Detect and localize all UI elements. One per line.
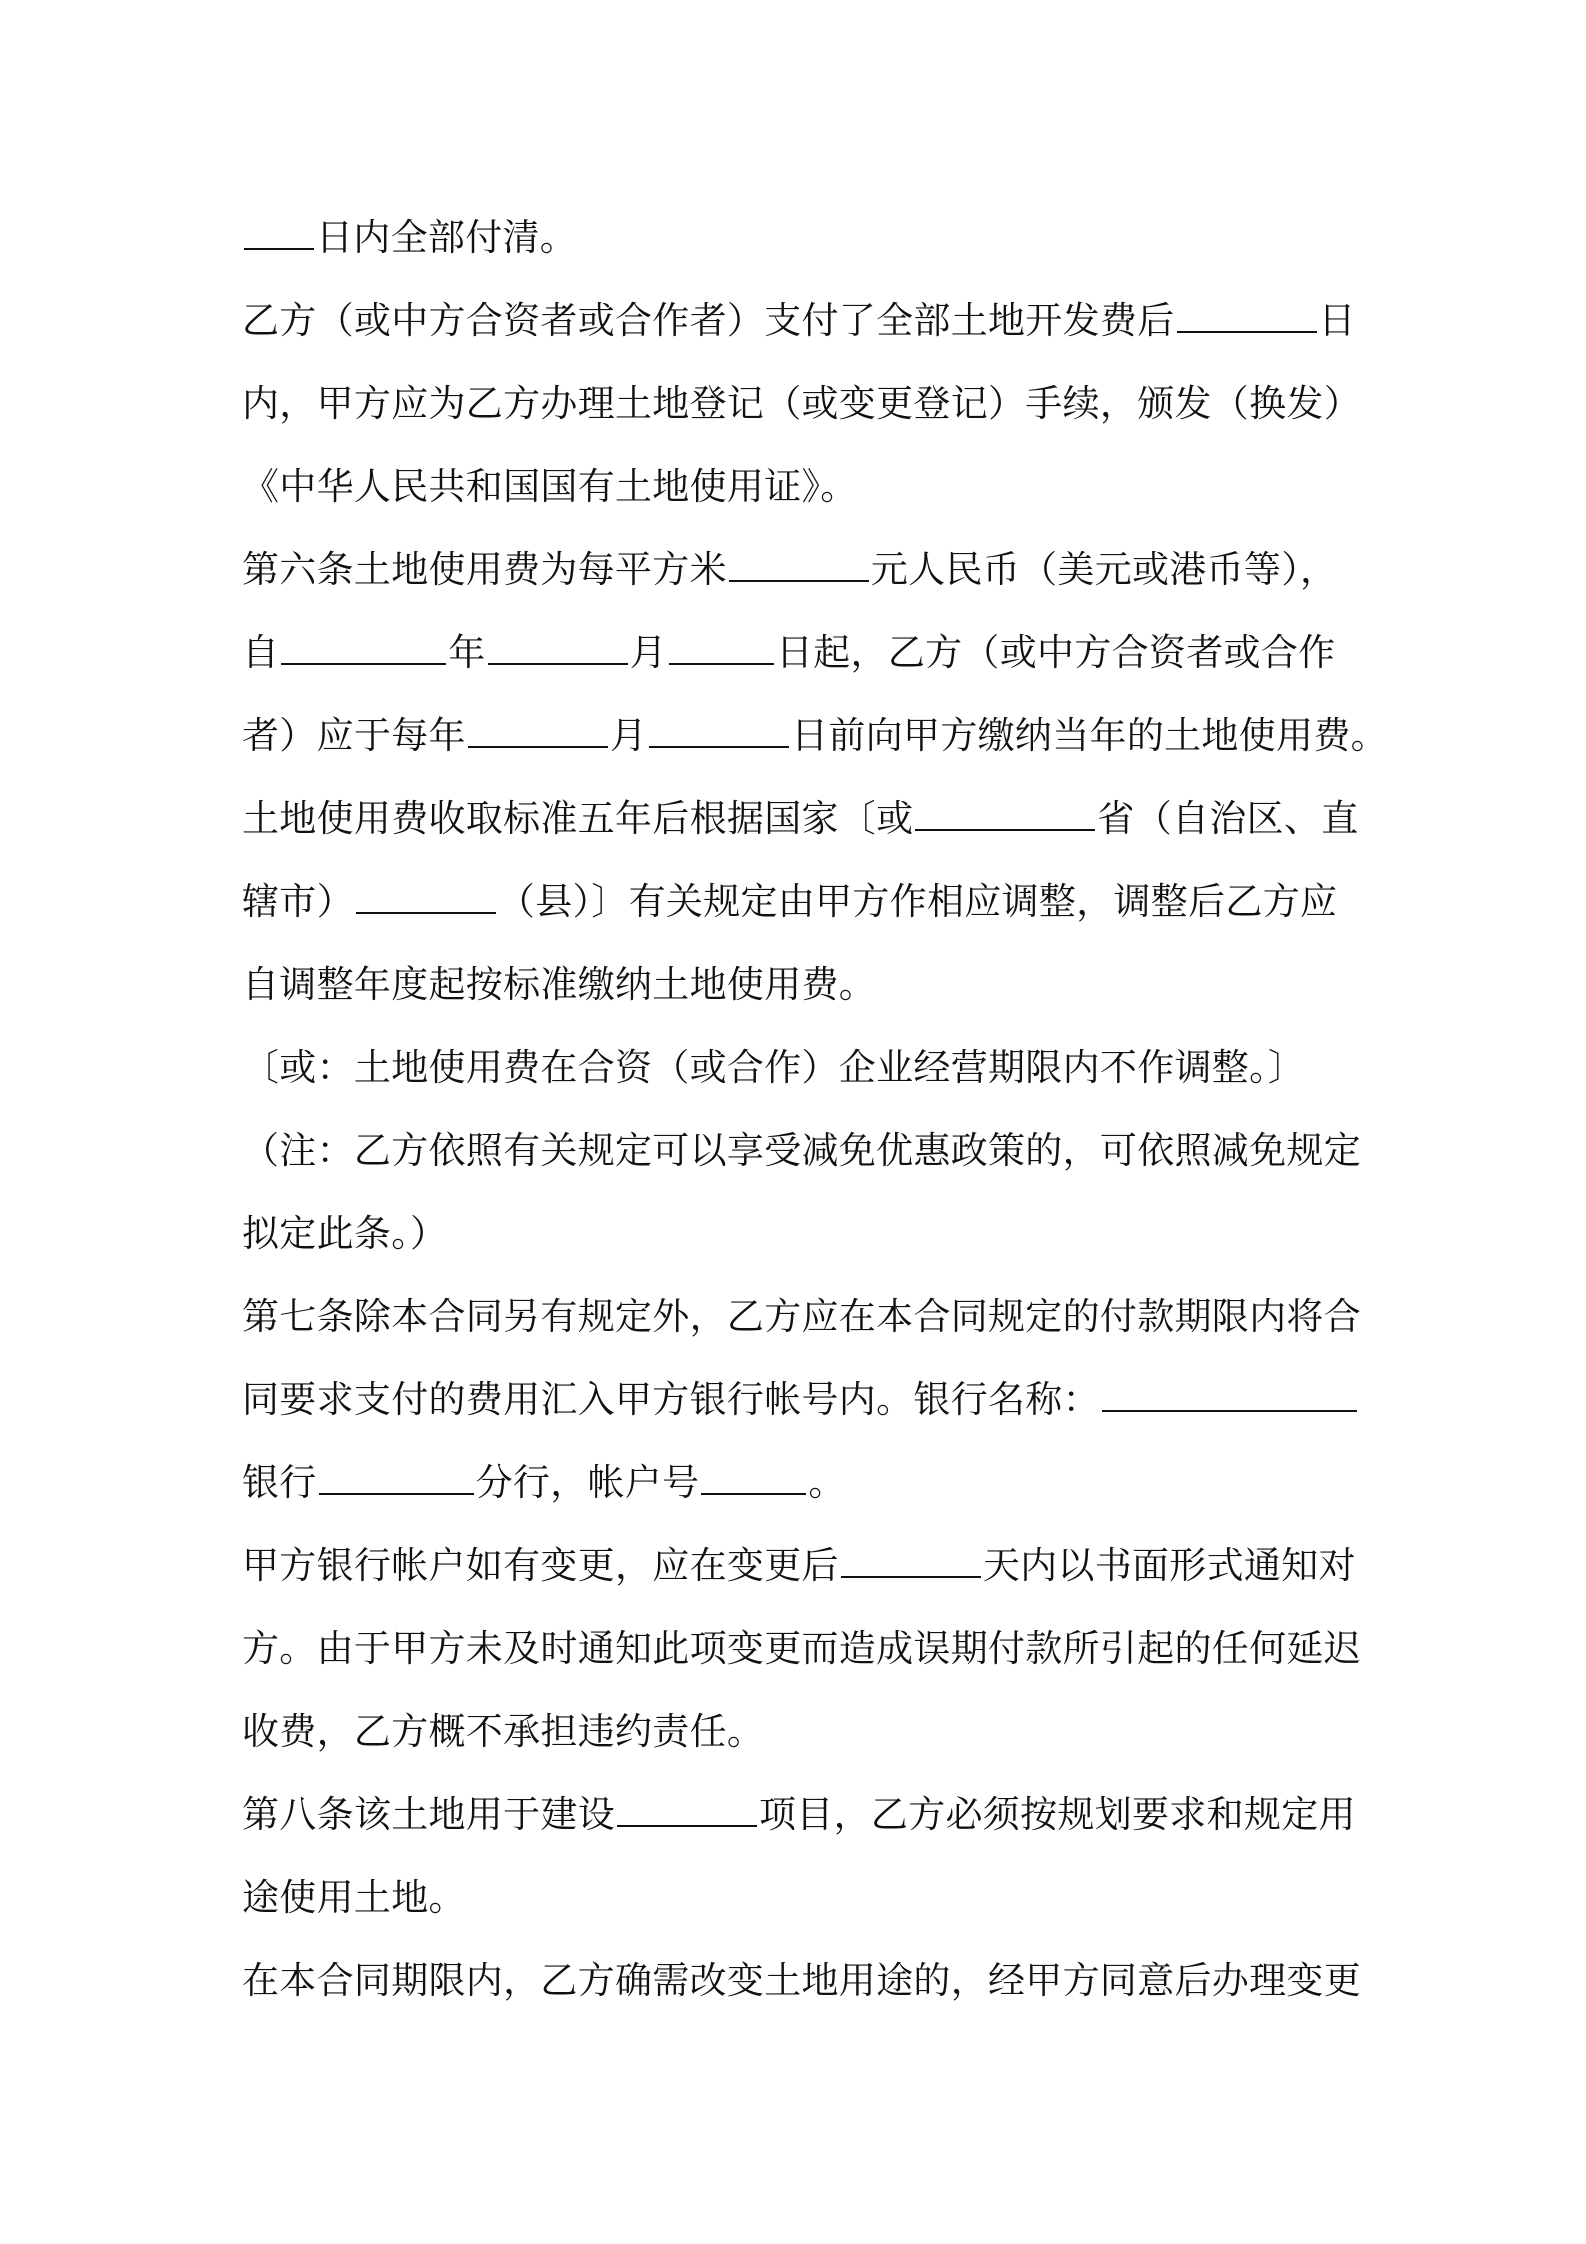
note-line	[242, 1109, 1372, 1192]
fill-in-blank[interactable]	[729, 544, 869, 582]
line-text: 自	[242, 631, 280, 674]
note-line	[242, 1192, 1372, 1275]
text-line	[242, 1939, 1372, 2022]
text-line	[242, 943, 1372, 1026]
project-blank[interactable]	[617, 1789, 757, 1827]
line-text: 天内以书面形式通知对	[982, 1544, 1356, 1587]
line-text: 收费，乙方概不承担违约责任。	[242, 1710, 765, 1753]
line-text: 银行	[242, 1461, 317, 1504]
line-text: 月	[629, 631, 667, 674]
alternative-clause	[242, 1026, 1372, 1109]
account-number-blank[interactable]	[701, 1457, 806, 1495]
line-text: 年	[448, 631, 486, 674]
fill-in-blank[interactable]	[915, 793, 1095, 831]
text-line	[242, 611, 1372, 694]
text-line	[242, 445, 1372, 528]
text-line	[242, 362, 1372, 445]
line-text: 日前向甲方缴纳当年的土地使用费。	[791, 714, 1388, 757]
line-text: 第七条除本合同另有规定外，乙方应在本合同规定的付款期限内将合	[242, 1295, 1361, 1338]
line-text: （县）〕有关规定由甲方作相应调整，调整后乙方应	[497, 880, 1338, 923]
fill-in-blank[interactable]	[244, 212, 314, 250]
text-line	[242, 196, 1372, 279]
text-line	[242, 1690, 1372, 1773]
line-text: 日起，乙方（或中方合资者或合作	[775, 631, 1336, 674]
fill-in-blank[interactable]	[356, 876, 496, 914]
line-text: 同要求支付的费用汇入甲方银行帐号内。银行名称：	[242, 1378, 1100, 1421]
line-text: 拟定此条。）	[242, 1212, 448, 1255]
text-line	[242, 777, 1372, 860]
line-text: 《中华人民共和国国有土地使用证》。	[242, 465, 858, 508]
line-text: 甲方银行帐户如有变更，应在变更后	[242, 1544, 839, 1587]
text-line	[242, 279, 1372, 362]
fill-in-blank[interactable]	[669, 627, 774, 665]
article-6-line	[242, 528, 1372, 611]
fill-in-blank[interactable]	[281, 627, 446, 665]
line-text: 元人民币（美元或港币等），	[870, 548, 1338, 591]
line-text: 日	[1318, 299, 1356, 342]
contract-body	[242, 196, 1388, 2022]
line-text: 者）应于每年	[242, 714, 466, 757]
line-text: 分行，帐户号	[475, 1461, 700, 1504]
line-text: （注：乙方依照有关规定可以享受减免优惠政策的，可依照减免规定	[242, 1129, 1361, 1172]
line-text: 在本合同期限内，乙方确需改变土地用途的，经甲方同意后办理变更	[242, 1959, 1361, 2002]
fill-in-blank[interactable]	[468, 710, 608, 748]
article-7-line	[242, 1275, 1372, 1358]
line-text: 第八条该土地用于建设	[242, 1793, 615, 1836]
article-8-line	[242, 1773, 1372, 1856]
text-line	[242, 1856, 1372, 1939]
fill-in-blank[interactable]	[1177, 295, 1317, 333]
fill-in-blank[interactable]	[488, 627, 628, 665]
line-text: 自调整年度起按标准缴纳土地使用费。	[242, 963, 877, 1006]
text-line	[242, 1607, 1372, 1690]
line-text: 乙方（或中方合资者或合作者）支付了全部土地开发费后	[242, 299, 1175, 342]
text-line	[242, 1524, 1372, 1607]
line-text: 月	[609, 714, 648, 757]
line-text: 土地使用费收取标准五年后根据国家〔或	[242, 797, 914, 840]
line-text: 项目，乙方必须按规划要求和规定用	[759, 1793, 1356, 1836]
fill-in-blank[interactable]	[841, 1540, 981, 1578]
line-text: 辖市）	[242, 880, 354, 923]
branch-blank[interactable]	[319, 1457, 474, 1495]
line-text: 方。由于甲方未及时通知此项变更而造成误期付款所引起的任何延迟	[242, 1627, 1361, 1670]
text-line	[242, 860, 1372, 943]
line-text: 第六条土地使用费为每平方米	[242, 548, 727, 591]
text-line	[242, 694, 1388, 777]
line-text: 途使用土地。	[242, 1876, 466, 1919]
line-text: 〔或：土地使用费在合资（或合作）企业经营期限内不作调整。〕	[242, 1046, 1306, 1089]
line-text: 日内全部付清。	[316, 216, 578, 259]
bank-name-blank[interactable]	[1102, 1374, 1357, 1412]
line-text: 内，甲方应为乙方办理土地登记（或变更登记）手续，颁发（换发）	[242, 382, 1361, 425]
fill-in-blank[interactable]	[649, 710, 789, 748]
line-text: 。	[808, 1461, 846, 1504]
text-line	[242, 1358, 1372, 1441]
text-line	[242, 1441, 1372, 1524]
line-text: 省（自治区、直	[1097, 797, 1359, 840]
